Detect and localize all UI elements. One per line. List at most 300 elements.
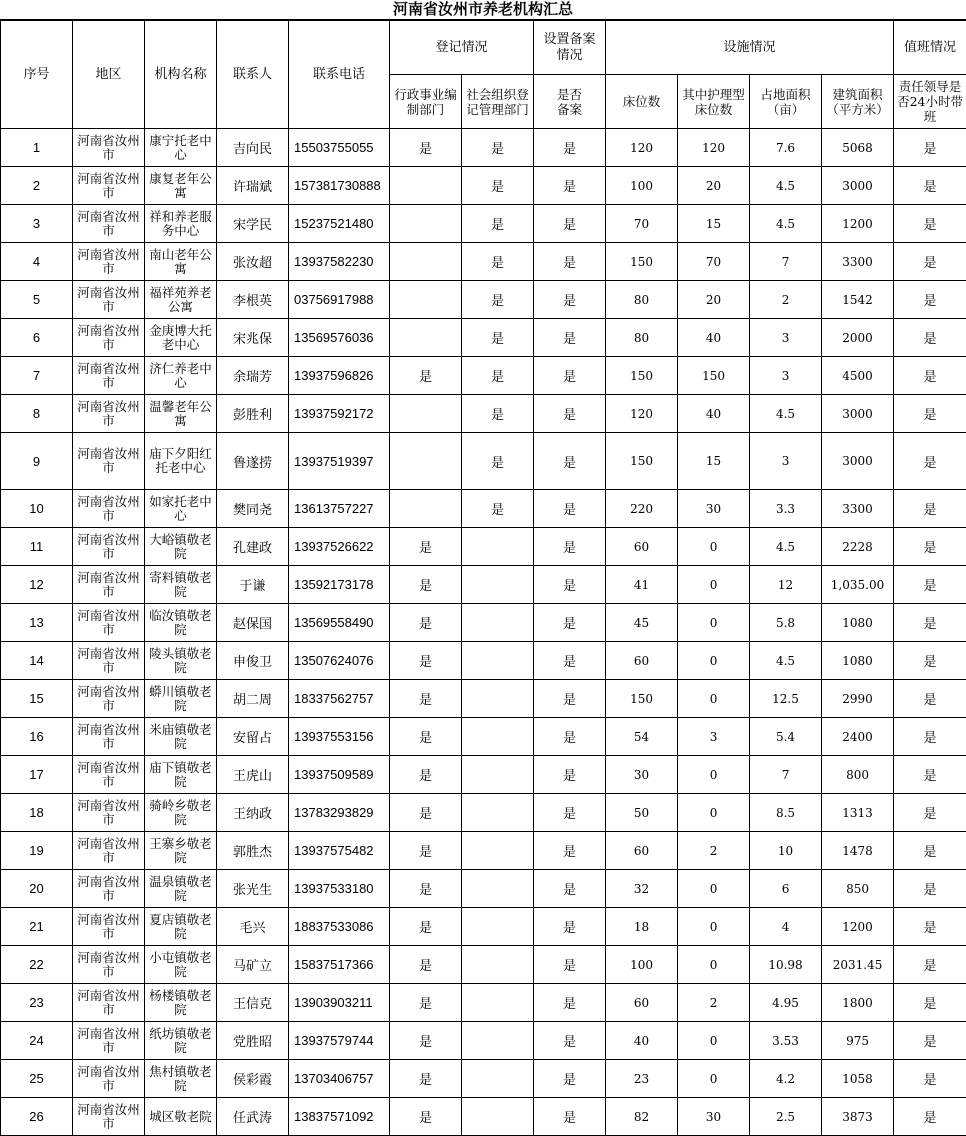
header-filed: 是否备案 <box>534 75 606 129</box>
cell-region: 河南省汝州市 <box>73 642 145 680</box>
cell-duty: 是 <box>894 357 966 395</box>
cell-building-area: 2031.45 <box>822 946 894 984</box>
cell-land-area: 10.98 <box>750 946 822 984</box>
cell-nursing-beds: 20 <box>678 167 750 205</box>
cell-land-area: 7.6 <box>750 129 822 167</box>
cell-seq: 4 <box>1 243 73 281</box>
cell-phone: 13937553156 <box>289 718 390 756</box>
cell-region: 河南省汝州市 <box>73 680 145 718</box>
cell-reg-admin <box>390 319 462 357</box>
cell-land-area: 6 <box>750 870 822 908</box>
cell-duty: 是 <box>894 908 966 946</box>
cell-region: 河南省汝州市 <box>73 604 145 642</box>
table-row <box>1 129 966 167</box>
cell-land-area: 3.53 <box>750 1022 822 1060</box>
cell-filed: 是 <box>534 281 606 319</box>
table-row <box>1 243 966 281</box>
cell-org-name: 康复老年公寓 <box>145 167 217 205</box>
cell-region: 河南省汝州市 <box>73 357 145 395</box>
cell-reg-admin: 是 <box>390 642 462 680</box>
cell-phone: 18837533086 <box>289 908 390 946</box>
header-org-name: 机构名称 <box>145 21 217 129</box>
cell-phone: 13703406757 <box>289 1060 390 1098</box>
cell-nursing-beds: 0 <box>678 642 750 680</box>
cell-beds: 60 <box>606 832 678 870</box>
cell-filed: 是 <box>534 984 606 1022</box>
cell-contact: 王虎山 <box>217 756 289 794</box>
cell-filed: 是 <box>534 680 606 718</box>
cell-filed: 是 <box>534 832 606 870</box>
cell-nursing-beds: 40 <box>678 395 750 433</box>
cell-contact: 许瑞斌 <box>217 167 289 205</box>
cell-phone: 13937582230 <box>289 243 390 281</box>
cell-nursing-beds: 0 <box>678 870 750 908</box>
cell-reg-social <box>462 908 534 946</box>
cell-reg-social: 是 <box>462 243 534 281</box>
cell-beds: 32 <box>606 870 678 908</box>
cell-contact: 鲁遂捞 <box>217 433 289 490</box>
cell-contact: 王信克 <box>217 984 289 1022</box>
cell-reg-admin <box>390 281 462 319</box>
table-row <box>1 281 966 319</box>
cell-reg-social: 是 <box>462 205 534 243</box>
table-row <box>1 205 966 243</box>
header-filing-group: 设置备案情况 <box>534 21 606 75</box>
cell-region: 河南省汝州市 <box>73 870 145 908</box>
header-reg-admin: 行政事业编制部门 <box>390 75 462 129</box>
cell-reg-admin: 是 <box>390 566 462 604</box>
cell-building-area: 1080 <box>822 642 894 680</box>
cell-phone: 13613757227 <box>289 490 390 528</box>
cell-org-name: 寄料镇敬老院 <box>145 566 217 604</box>
cell-reg-social <box>462 604 534 642</box>
cell-contact: 毛兴 <box>217 908 289 946</box>
cell-phone: 13837571092 <box>289 1098 390 1136</box>
cell-org-name: 南山老年公寓 <box>145 243 217 281</box>
cell-land-area: 12 <box>750 566 822 604</box>
cell-region: 河南省汝州市 <box>73 832 145 870</box>
cell-reg-social <box>462 870 534 908</box>
cell-region: 河南省汝州市 <box>73 1022 145 1060</box>
table-row <box>1 167 966 205</box>
cell-reg-admin: 是 <box>390 528 462 566</box>
institutions-table <box>0 20 966 1136</box>
cell-beds: 54 <box>606 718 678 756</box>
cell-land-area: 2.5 <box>750 1098 822 1136</box>
cell-nursing-beds: 0 <box>678 528 750 566</box>
cell-beds: 150 <box>606 433 678 490</box>
cell-filed: 是 <box>534 642 606 680</box>
cell-seq: 6 <box>1 319 73 357</box>
cell-duty: 是 <box>894 1098 966 1136</box>
cell-filed: 是 <box>534 908 606 946</box>
cell-land-area: 3 <box>750 319 822 357</box>
cell-filed: 是 <box>534 490 606 528</box>
cell-land-area: 4 <box>750 908 822 946</box>
cell-duty: 是 <box>894 433 966 490</box>
cell-phone: 13592173178 <box>289 566 390 604</box>
cell-region: 河南省汝州市 <box>73 756 145 794</box>
cell-reg-social: 是 <box>462 395 534 433</box>
table-row <box>1 1060 966 1098</box>
cell-building-area: 1478 <box>822 832 894 870</box>
cell-nursing-beds: 150 <box>678 357 750 395</box>
cell-reg-admin: 是 <box>390 908 462 946</box>
cell-contact: 李根英 <box>217 281 289 319</box>
cell-org-name: 杨楼镇敬老院 <box>145 984 217 1022</box>
cell-beds: 150 <box>606 680 678 718</box>
cell-filed: 是 <box>534 870 606 908</box>
cell-reg-admin <box>390 490 462 528</box>
cell-region: 河南省汝州市 <box>73 319 145 357</box>
cell-contact: 彭胜利 <box>217 395 289 433</box>
cell-duty: 是 <box>894 718 966 756</box>
cell-phone: 13937592172 <box>289 395 390 433</box>
cell-phone: 157381730888 <box>289 167 390 205</box>
cell-reg-social <box>462 984 534 1022</box>
cell-org-name: 如家托老中心 <box>145 490 217 528</box>
cell-org-name: 小屯镇敬老院 <box>145 946 217 984</box>
cell-org-name: 蟒川镇敬老院 <box>145 680 217 718</box>
cell-beds: 80 <box>606 319 678 357</box>
cell-seq: 21 <box>1 908 73 946</box>
cell-beds: 120 <box>606 129 678 167</box>
cell-reg-admin <box>390 243 462 281</box>
table-row <box>1 718 966 756</box>
cell-contact: 于谦 <box>217 566 289 604</box>
cell-seq: 10 <box>1 490 73 528</box>
cell-region: 河南省汝州市 <box>73 984 145 1022</box>
cell-phone: 13937509589 <box>289 756 390 794</box>
cell-phone: 13937575482 <box>289 832 390 870</box>
table-row <box>1 604 966 642</box>
cell-building-area: 3300 <box>822 243 894 281</box>
cell-contact: 宋兆保 <box>217 319 289 357</box>
cell-beds: 80 <box>606 281 678 319</box>
cell-nursing-beds: 120 <box>678 129 750 167</box>
cell-filed: 是 <box>534 1060 606 1098</box>
header-duty-group: 值班情况 <box>894 21 966 75</box>
table-body <box>1 129 966 1136</box>
cell-seq: 15 <box>1 680 73 718</box>
table-row <box>1 832 966 870</box>
cell-contact: 樊同尧 <box>217 490 289 528</box>
table-row <box>1 528 966 566</box>
cell-filed: 是 <box>534 566 606 604</box>
cell-duty: 是 <box>894 794 966 832</box>
cell-land-area: 7 <box>750 756 822 794</box>
cell-nursing-beds: 0 <box>678 756 750 794</box>
table-row <box>1 490 966 528</box>
cell-contact: 党胜昭 <box>217 1022 289 1060</box>
cell-reg-social <box>462 528 534 566</box>
table-row <box>1 984 966 1022</box>
cell-phone: 15503755055 <box>289 129 390 167</box>
cell-region: 河南省汝州市 <box>73 490 145 528</box>
cell-org-name: 祥和养老服务中心 <box>145 205 217 243</box>
header-registration: 登记情况 <box>390 21 534 75</box>
cell-seq: 23 <box>1 984 73 1022</box>
cell-filed: 是 <box>534 395 606 433</box>
cell-seq: 2 <box>1 167 73 205</box>
cell-filed: 是 <box>534 357 606 395</box>
cell-beds: 23 <box>606 1060 678 1098</box>
cell-filed: 是 <box>534 604 606 642</box>
cell-region: 河南省汝州市 <box>73 1060 145 1098</box>
cell-beds: 70 <box>606 205 678 243</box>
cell-seq: 9 <box>1 433 73 490</box>
cell-nursing-beds: 30 <box>678 490 750 528</box>
cell-land-area: 4.5 <box>750 642 822 680</box>
cell-org-name: 康宁托老中心 <box>145 129 217 167</box>
cell-filed: 是 <box>534 167 606 205</box>
cell-reg-social <box>462 756 534 794</box>
cell-reg-social <box>462 718 534 756</box>
header-seq: 序号 <box>1 21 73 129</box>
cell-phone: 13569558490 <box>289 604 390 642</box>
cell-seq: 5 <box>1 281 73 319</box>
cell-land-area: 7 <box>750 243 822 281</box>
cell-building-area: 850 <box>822 870 894 908</box>
table-row <box>1 680 966 718</box>
cell-seq: 12 <box>1 566 73 604</box>
cell-region: 河南省汝州市 <box>73 794 145 832</box>
cell-duty: 是 <box>894 205 966 243</box>
cell-seq: 25 <box>1 1060 73 1098</box>
cell-contact: 余瑞芳 <box>217 357 289 395</box>
cell-phone: 13937519397 <box>289 433 390 490</box>
cell-filed: 是 <box>534 129 606 167</box>
cell-building-area: 3873 <box>822 1098 894 1136</box>
cell-building-area: 2990 <box>822 680 894 718</box>
cell-building-area: 2000 <box>822 319 894 357</box>
cell-org-name: 庙下夕阳红托老中心 <box>145 433 217 490</box>
header-phone: 联系电话 <box>289 21 390 129</box>
cell-seq: 26 <box>1 1098 73 1136</box>
cell-seq: 17 <box>1 756 73 794</box>
cell-building-area: 1080 <box>822 604 894 642</box>
cell-phone: 13507624076 <box>289 642 390 680</box>
table-row <box>1 1022 966 1060</box>
cell-phone: 13903903211 <box>289 984 390 1022</box>
cell-seq: 20 <box>1 870 73 908</box>
cell-building-area: 3000 <box>822 167 894 205</box>
cell-land-area: 4.95 <box>750 984 822 1022</box>
cell-duty: 是 <box>894 566 966 604</box>
cell-reg-admin <box>390 167 462 205</box>
cell-phone: 15237521480 <box>289 205 390 243</box>
cell-nursing-beds: 0 <box>678 908 750 946</box>
cell-reg-admin: 是 <box>390 357 462 395</box>
table-row <box>1 319 966 357</box>
cell-phone: 03756917988 <box>289 281 390 319</box>
cell-building-area: 1200 <box>822 205 894 243</box>
cell-org-name: 温馨老年公寓 <box>145 395 217 433</box>
cell-building-area: 800 <box>822 756 894 794</box>
cell-duty: 是 <box>894 243 966 281</box>
cell-duty: 是 <box>894 984 966 1022</box>
cell-seq: 8 <box>1 395 73 433</box>
header-facility: 设施情况 <box>606 21 894 75</box>
cell-org-name: 米庙镇敬老院 <box>145 718 217 756</box>
cell-seq: 18 <box>1 794 73 832</box>
cell-land-area: 5.8 <box>750 604 822 642</box>
cell-nursing-beds: 20 <box>678 281 750 319</box>
cell-region: 河南省汝州市 <box>73 281 145 319</box>
cell-phone: 15837517366 <box>289 946 390 984</box>
cell-filed: 是 <box>534 756 606 794</box>
cell-nursing-beds: 0 <box>678 1060 750 1098</box>
cell-region: 河南省汝州市 <box>73 946 145 984</box>
cell-land-area: 4.5 <box>750 395 822 433</box>
cell-land-area: 5.4 <box>750 718 822 756</box>
cell-beds: 45 <box>606 604 678 642</box>
table-row <box>1 642 966 680</box>
table-row <box>1 908 966 946</box>
cell-region: 河南省汝州市 <box>73 433 145 490</box>
cell-beds: 150 <box>606 357 678 395</box>
table-row <box>1 1098 966 1136</box>
header-reg-social: 社会组织登记管理部门 <box>462 75 534 129</box>
header-land-area: 占地面积（亩） <box>750 75 822 129</box>
cell-org-name: 陵头镇敬老院 <box>145 642 217 680</box>
cell-reg-admin: 是 <box>390 718 462 756</box>
cell-filed: 是 <box>534 1098 606 1136</box>
header-duty: 责任领导是否24小时带班 <box>894 75 966 129</box>
cell-org-name: 王寨乡敬老院 <box>145 832 217 870</box>
cell-reg-admin: 是 <box>390 1022 462 1060</box>
cell-land-area: 8.5 <box>750 794 822 832</box>
cell-beds: 220 <box>606 490 678 528</box>
cell-region: 河南省汝州市 <box>73 718 145 756</box>
cell-duty: 是 <box>894 832 966 870</box>
cell-reg-admin <box>390 205 462 243</box>
cell-org-name: 临汝镇敬老院 <box>145 604 217 642</box>
cell-land-area: 4.5 <box>750 205 822 243</box>
cell-duty: 是 <box>894 129 966 167</box>
table-row <box>1 566 966 604</box>
cell-nursing-beds: 2 <box>678 984 750 1022</box>
cell-duty: 是 <box>894 680 966 718</box>
cell-region: 河南省汝州市 <box>73 1098 145 1136</box>
cell-contact: 胡二周 <box>217 680 289 718</box>
cell-building-area: 1800 <box>822 984 894 1022</box>
cell-region: 河南省汝州市 <box>73 395 145 433</box>
table-row <box>1 946 966 984</box>
cell-beds: 60 <box>606 642 678 680</box>
cell-building-area: 3300 <box>822 490 894 528</box>
cell-duty: 是 <box>894 395 966 433</box>
cell-land-area: 12.5 <box>750 680 822 718</box>
cell-contact: 吉向民 <box>217 129 289 167</box>
cell-nursing-beds: 15 <box>678 205 750 243</box>
cell-duty: 是 <box>894 167 966 205</box>
cell-beds: 30 <box>606 756 678 794</box>
cell-seq: 19 <box>1 832 73 870</box>
cell-duty: 是 <box>894 604 966 642</box>
cell-org-name: 夏店镇敬老院 <box>145 908 217 946</box>
cell-land-area: 3 <box>750 357 822 395</box>
cell-contact: 张汝超 <box>217 243 289 281</box>
cell-region: 河南省汝州市 <box>73 566 145 604</box>
cell-beds: 50 <box>606 794 678 832</box>
cell-reg-social: 是 <box>462 281 534 319</box>
cell-duty: 是 <box>894 281 966 319</box>
cell-reg-admin: 是 <box>390 604 462 642</box>
cell-reg-social <box>462 642 534 680</box>
cell-reg-social <box>462 566 534 604</box>
cell-reg-admin: 是 <box>390 870 462 908</box>
header-beds: 床位数 <box>606 75 678 129</box>
header-building-area: 建筑面积（平方米） <box>822 75 894 129</box>
cell-contact: 安留占 <box>217 718 289 756</box>
cell-duty: 是 <box>894 490 966 528</box>
cell-reg-admin: 是 <box>390 794 462 832</box>
cell-duty: 是 <box>894 946 966 984</box>
cell-building-area: 975 <box>822 1022 894 1060</box>
cell-seq: 13 <box>1 604 73 642</box>
cell-building-area: 1542 <box>822 281 894 319</box>
cell-org-name: 温泉镇敬老院 <box>145 870 217 908</box>
cell-region: 河南省汝州市 <box>73 528 145 566</box>
cell-building-area: 2400 <box>822 718 894 756</box>
table-row <box>1 357 966 395</box>
cell-filed: 是 <box>534 528 606 566</box>
cell-filed: 是 <box>534 718 606 756</box>
cell-beds: 150 <box>606 243 678 281</box>
cell-org-name: 大峪镇敬老院 <box>145 528 217 566</box>
cell-reg-social: 是 <box>462 433 534 490</box>
cell-region: 河南省汝州市 <box>73 167 145 205</box>
cell-phone: 13937596826 <box>289 357 390 395</box>
cell-phone: 18337562757 <box>289 680 390 718</box>
header-nursing-beds: 其中护理型床位数 <box>678 75 750 129</box>
cell-org-name: 济仁养老中心 <box>145 357 217 395</box>
cell-nursing-beds: 0 <box>678 1022 750 1060</box>
cell-reg-social <box>462 794 534 832</box>
cell-filed: 是 <box>534 1022 606 1060</box>
cell-land-area: 3 <box>750 433 822 490</box>
cell-contact: 申俊卫 <box>217 642 289 680</box>
cell-reg-social: 是 <box>462 490 534 528</box>
cell-nursing-beds: 40 <box>678 319 750 357</box>
cell-nursing-beds: 0 <box>678 946 750 984</box>
cell-building-area: 1200 <box>822 908 894 946</box>
cell-nursing-beds: 0 <box>678 604 750 642</box>
cell-duty: 是 <box>894 756 966 794</box>
cell-land-area: 10 <box>750 832 822 870</box>
cell-region: 河南省汝州市 <box>73 205 145 243</box>
cell-seq: 22 <box>1 946 73 984</box>
cell-contact: 王纳政 <box>217 794 289 832</box>
cell-duty: 是 <box>894 642 966 680</box>
cell-org-name: 骑岭乡敬老院 <box>145 794 217 832</box>
cell-contact: 孔建政 <box>217 528 289 566</box>
cell-nursing-beds: 70 <box>678 243 750 281</box>
cell-reg-admin <box>390 433 462 490</box>
cell-building-area: 3000 <box>822 433 894 490</box>
cell-reg-social: 是 <box>462 357 534 395</box>
cell-contact: 宋学民 <box>217 205 289 243</box>
cell-seq: 7 <box>1 357 73 395</box>
cell-seq: 11 <box>1 528 73 566</box>
cell-contact: 侯彩霞 <box>217 1060 289 1098</box>
cell-land-area: 2 <box>750 281 822 319</box>
cell-building-area: 2228 <box>822 528 894 566</box>
cell-building-area: 3000 <box>822 395 894 433</box>
cell-duty: 是 <box>894 1060 966 1098</box>
cell-reg-social <box>462 1060 534 1098</box>
